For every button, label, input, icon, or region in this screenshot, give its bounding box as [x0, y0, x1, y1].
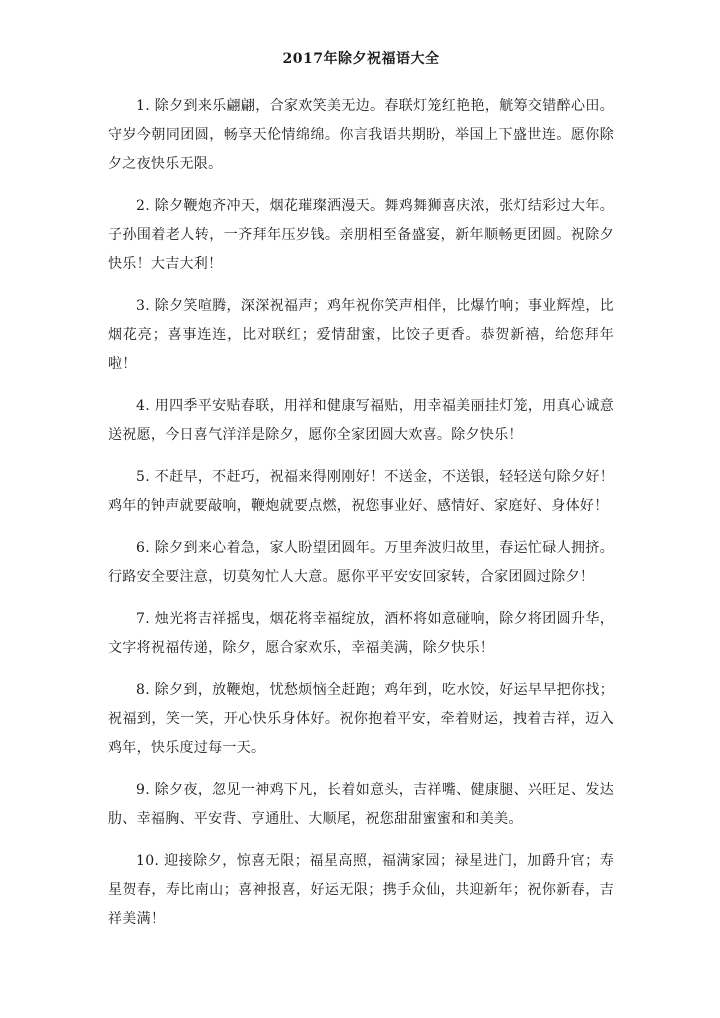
document-page: [108, 48, 614, 947]
paragraph-9: 9. 除夕夜，忽见一神鸡下凡，长着如意头，吉祥嘴、健康腿、兴旺足、发达肋、幸福胸、平安背、亨通肚、大顺尾，祝您甜甜蜜蜜和和美美。: [108, 782, 614, 827]
paragraph-3: 3. 除夕笑喧腾，深深祝福声；鸡年祝你笑声相伴，比爆竹响；事业辉煌，比烟花亮；喜事连连，比对联红；爱情甜蜜，比饺子更香。恭贺新禧，给您拜年啦！: [108, 298, 614, 372]
paragraph-4: 4. 用四季平安贴春联，用祥和健康写福贴，用幸福美丽挂灯笼，用真心诚意送祝愿，今日喜气洋洋是除夕，愿你全家团圆大欢喜。除夕快乐！: [108, 398, 614, 443]
paragraph-2: 2. 除夕鞭炮齐冲天，烟花璀璨洒漫天。舞鸡舞狮喜庆浓，张灯结彩过大年。子孙围着老人转，一齐拜年压岁钱。亲朋相至备盛宴，新年顺畅更团圆。祝除夕快乐！大吉大利！: [108, 198, 614, 272]
paragraph-10: 10. 迎接除夕，惊喜无限；福星高照，福满家园；禄星进门，加爵升官；寿星贺春，寿比南山；喜神报喜，好运无限；携手众仙，共迎新年；祝你新春，吉祥美满！: [108, 853, 614, 927]
paragraph-7: 7. 烛光将吉祥摇曳，烟花将幸福绽放，酒杯将如意碰响，除夕将团圆升华，文字将祝福传递，除夕，愿合家欢乐，幸福美满，除夕快乐！: [108, 611, 614, 656]
paragraph-8: 8. 除夕到，放鞭炮，忧愁烦恼全赶跑；鸡年到，吃水饺，好运早早把你找；祝福到，笑一笑，开心快乐身体好。祝你抱着平安，牵着财运，拽着吉祥，迈入鸡年，快乐度过每一天。: [108, 682, 614, 756]
paragraph-1: 1. 除夕到来乐翩翩，合家欢笑美无边。春联灯笼红艳艳，觥筹交错醉心田。守岁今朝同团圆，畅享天伦情绵绵。你言我语共期盼，举国上下盛世连。愿你除夕之夜快乐无限。: [108, 98, 614, 172]
document-title: 2017年除夕祝福语大全: [282, 51, 440, 67]
paragraph-6: 6. 除夕到来心着急，家人盼望团圆年。万里奔波归故里，春运忙碌人拥挤。行路安全要注意，切莫匆忙人大意。愿你平平安安回家转，合家团圆过除夕！: [108, 540, 614, 585]
paragraph-5: 5. 不赶早，不赶巧，祝福来得刚刚好！不送金，不送银，轻轻送句除夕好！鸡年的钟声就要敲响，鞭炮就要点燃，祝您事业好、感情好、家庭好、身体好！: [108, 469, 614, 514]
